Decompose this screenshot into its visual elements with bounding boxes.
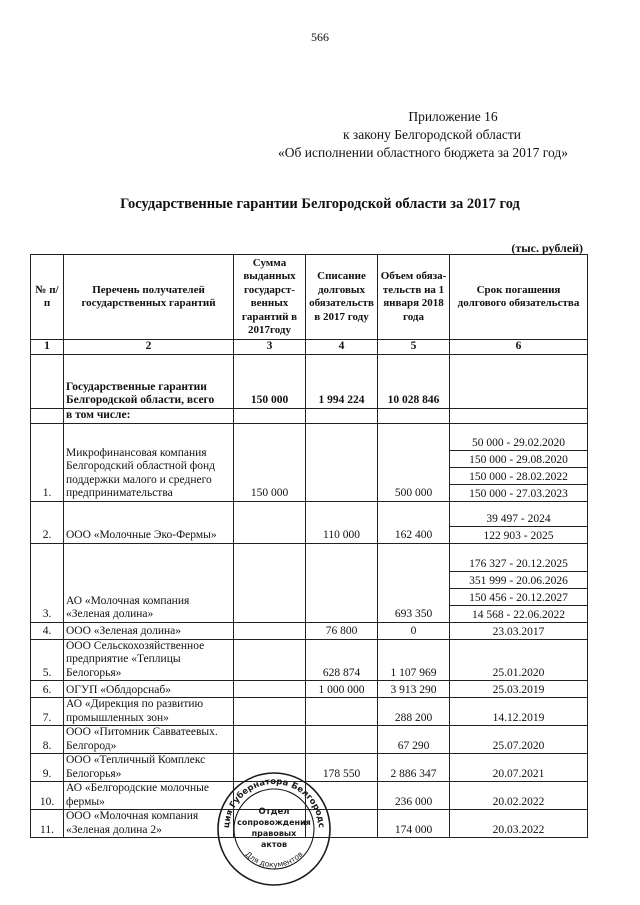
obligation-volume: 236 000 — [378, 782, 450, 810]
header-issued: Сумма выданных государст-венных гарантий в 2017году — [234, 255, 306, 340]
obligation-volume: 67 290 — [378, 726, 450, 754]
header-row — [31, 255, 588, 340]
issued-amount — [234, 501, 306, 543]
table-row — [31, 726, 588, 754]
table-row — [31, 423, 588, 501]
header-number: № п/п — [31, 255, 64, 340]
repayment-terms — [450, 501, 588, 543]
repayment-term: 39 497 - 2024 — [486, 512, 551, 525]
obligation-volume: 162 400 — [378, 501, 450, 543]
total-issued: 150 000 — [234, 354, 306, 408]
recipient-name: ООО «Молочные Эко-Фермы» — [64, 501, 234, 543]
official-stamp — [215, 770, 333, 888]
column-number: 5 — [378, 340, 450, 355]
issued-amount: 150 000 — [234, 423, 306, 501]
recipient-name: ООО «Тепличный Комплекс Белогорья» — [64, 754, 234, 782]
recipient-name: ООО «Молочная компания «Зеленая долина 2» — [64, 810, 234, 838]
stamp-ring-text: ция Губернатора Белгородс — [221, 776, 327, 829]
stamp-center-line-2: сопровождения — [237, 818, 311, 827]
repayment-term: 150 456 - 20.12.2027 — [450, 588, 587, 605]
table-row — [31, 501, 588, 543]
written-off-amount: 76 800 — [306, 622, 378, 639]
column-number: 1 — [31, 340, 64, 355]
repayment-term: 20.03.2022 — [492, 824, 545, 836]
repayment-term: 25.01.2020 — [492, 667, 545, 679]
page-number: 566 — [311, 30, 329, 44]
recipient-name: ООО «Питомник Савватеевых. Белгород» — [64, 726, 234, 754]
stamp-center-line-4: актов — [260, 840, 288, 849]
repayment-term: 150 000 - 27.03.2023 — [450, 484, 587, 501]
written-off-amount: 628 874 — [306, 639, 378, 681]
column-number-row — [31, 340, 588, 355]
issued-amount — [234, 681, 306, 698]
column-number: 3 — [234, 340, 306, 355]
recipient-name: ООО «Зеленая долина» — [64, 622, 234, 639]
repayment-term: 14 568 - 22.06.2022 — [450, 605, 587, 622]
document-title: Государственные гарантии Белгородской области за 2017 год — [120, 196, 520, 212]
written-off-amount — [306, 543, 378, 622]
row-number: 10. — [31, 782, 64, 810]
table-row — [31, 681, 588, 698]
repayment-term: 14.12.2019 — [492, 712, 545, 724]
repayment-terms — [450, 543, 588, 622]
header-written-off: Списание долговых обязательств в 2017 году — [306, 255, 378, 340]
repayment-terms — [450, 782, 588, 810]
recipient-name: АО «Белгородские молочные фермы» — [64, 782, 234, 810]
column-number: 4 — [306, 340, 378, 355]
header-term: Срок погашения долгового обязательства — [450, 255, 588, 340]
table-row — [31, 543, 588, 622]
row-number: 1. — [31, 423, 64, 501]
repayment-terms — [450, 726, 588, 754]
stamp-center-line-3: правовых — [251, 829, 297, 838]
header-volume: Объем обяза-тельств на 1 января 2018 года — [378, 255, 450, 340]
written-off-amount — [306, 726, 378, 754]
row-number: 4. — [31, 622, 64, 639]
stamp-center-line-1: Отдел — [258, 807, 290, 817]
issued-amount — [234, 543, 306, 622]
row-number: 6. — [31, 681, 64, 698]
repayment-term: 25.03.2019 — [492, 684, 545, 696]
table-row — [31, 639, 588, 681]
repayment-term: 150 000 - 29.08.2020 — [450, 450, 587, 467]
repayment-terms — [450, 622, 588, 639]
written-off-amount — [306, 698, 378, 726]
repayment-term: 351 999 - 20.06.2026 — [450, 571, 587, 588]
stamp-bottom-text: Для документов — [243, 849, 305, 870]
recipient-name: ООО Сельскохозяйственное предприятие «Теплицы Белогорья» — [64, 639, 234, 681]
repayment-term: 23.03.2017 — [492, 625, 545, 638]
recipient-name: Микрофинансовая компания Белгородский областной фонд поддержки малого и среднего предпринимательства — [64, 423, 234, 501]
repayment-term: 20.02.2022 — [492, 796, 545, 808]
guarantees-table — [30, 254, 588, 838]
recipient-name: АО «Дирекция по развитию промышленных зон» — [64, 698, 234, 726]
row-number: 9. — [31, 754, 64, 782]
written-off-amount: 178 550 — [306, 754, 378, 782]
obligation-volume: 174 000 — [378, 810, 450, 838]
row-number: 7. — [31, 698, 64, 726]
issued-amount — [234, 639, 306, 681]
including-row — [31, 408, 588, 423]
repayment-term: 50 000 - 29.02.2020 — [472, 436, 565, 449]
obligation-volume: 288 200 — [378, 698, 450, 726]
recipient-name: ОГУП «Облдорснаб» — [64, 681, 234, 698]
table-row — [31, 622, 588, 639]
obligation-volume: 1 107 969 — [378, 639, 450, 681]
issued-amount — [234, 726, 306, 754]
repayment-term: 122 903 - 2025 — [450, 526, 587, 543]
repayment-terms — [450, 810, 588, 838]
written-off-amount: 1 000 000 — [306, 681, 378, 698]
row-number: 11. — [31, 810, 64, 838]
obligation-volume: 0 — [378, 622, 450, 639]
appendix-line-2: к закону Белгородской области — [343, 127, 521, 142]
table-row — [31, 698, 588, 726]
obligation-volume: 2 886 347 — [378, 754, 450, 782]
obligation-volume: 693 350 — [378, 543, 450, 622]
repayment-terms — [450, 698, 588, 726]
obligation-volume: 3 913 290 — [378, 681, 450, 698]
appendix-line-3: «Об исполнении областного бюджета за 2017 год» — [278, 145, 568, 160]
repayment-terms — [450, 681, 588, 698]
including-label: в том числе: — [64, 408, 234, 423]
written-off-amount — [306, 423, 378, 501]
repayment-term: 176 327 - 20.12.2025 — [469, 557, 568, 570]
repayment-terms — [450, 639, 588, 681]
stamp-seal — [215, 770, 333, 888]
row-number: 5. — [31, 639, 64, 681]
header-recipients: Перечень получателей государственных гарантий — [64, 255, 234, 340]
row-number: 2. — [31, 501, 64, 543]
row-number: 8. — [31, 726, 64, 754]
recipient-name: АО «Молочная компания «Зеленая долина» — [64, 543, 234, 622]
written-off-amount: 110 000 — [306, 501, 378, 543]
obligation-volume: 500 000 — [378, 423, 450, 501]
total-volume: 10 028 846 — [378, 354, 450, 408]
issued-amount — [234, 622, 306, 639]
repayment-term: 25.07.2020 — [492, 740, 545, 752]
units-label: (тыс. рублей) — [511, 241, 583, 255]
repayment-terms — [450, 754, 588, 782]
column-number: 2 — [64, 340, 234, 355]
issued-amount — [234, 698, 306, 726]
total-row — [31, 354, 588, 408]
column-number: 6 — [450, 340, 588, 355]
appendix-line-1: Приложение 16 — [408, 109, 498, 124]
repayment-term: 150 000 - 28.02.2022 — [450, 467, 587, 484]
appendix-header — [258, 108, 588, 162]
row-number: 3. — [31, 543, 64, 622]
total-name: Государственные гарантии Белгородской области, всего — [64, 354, 234, 408]
repayment-term: 20.07.2021 — [492, 768, 545, 780]
repayment-terms — [450, 423, 588, 501]
total-written-off: 1 994 224 — [306, 354, 378, 408]
